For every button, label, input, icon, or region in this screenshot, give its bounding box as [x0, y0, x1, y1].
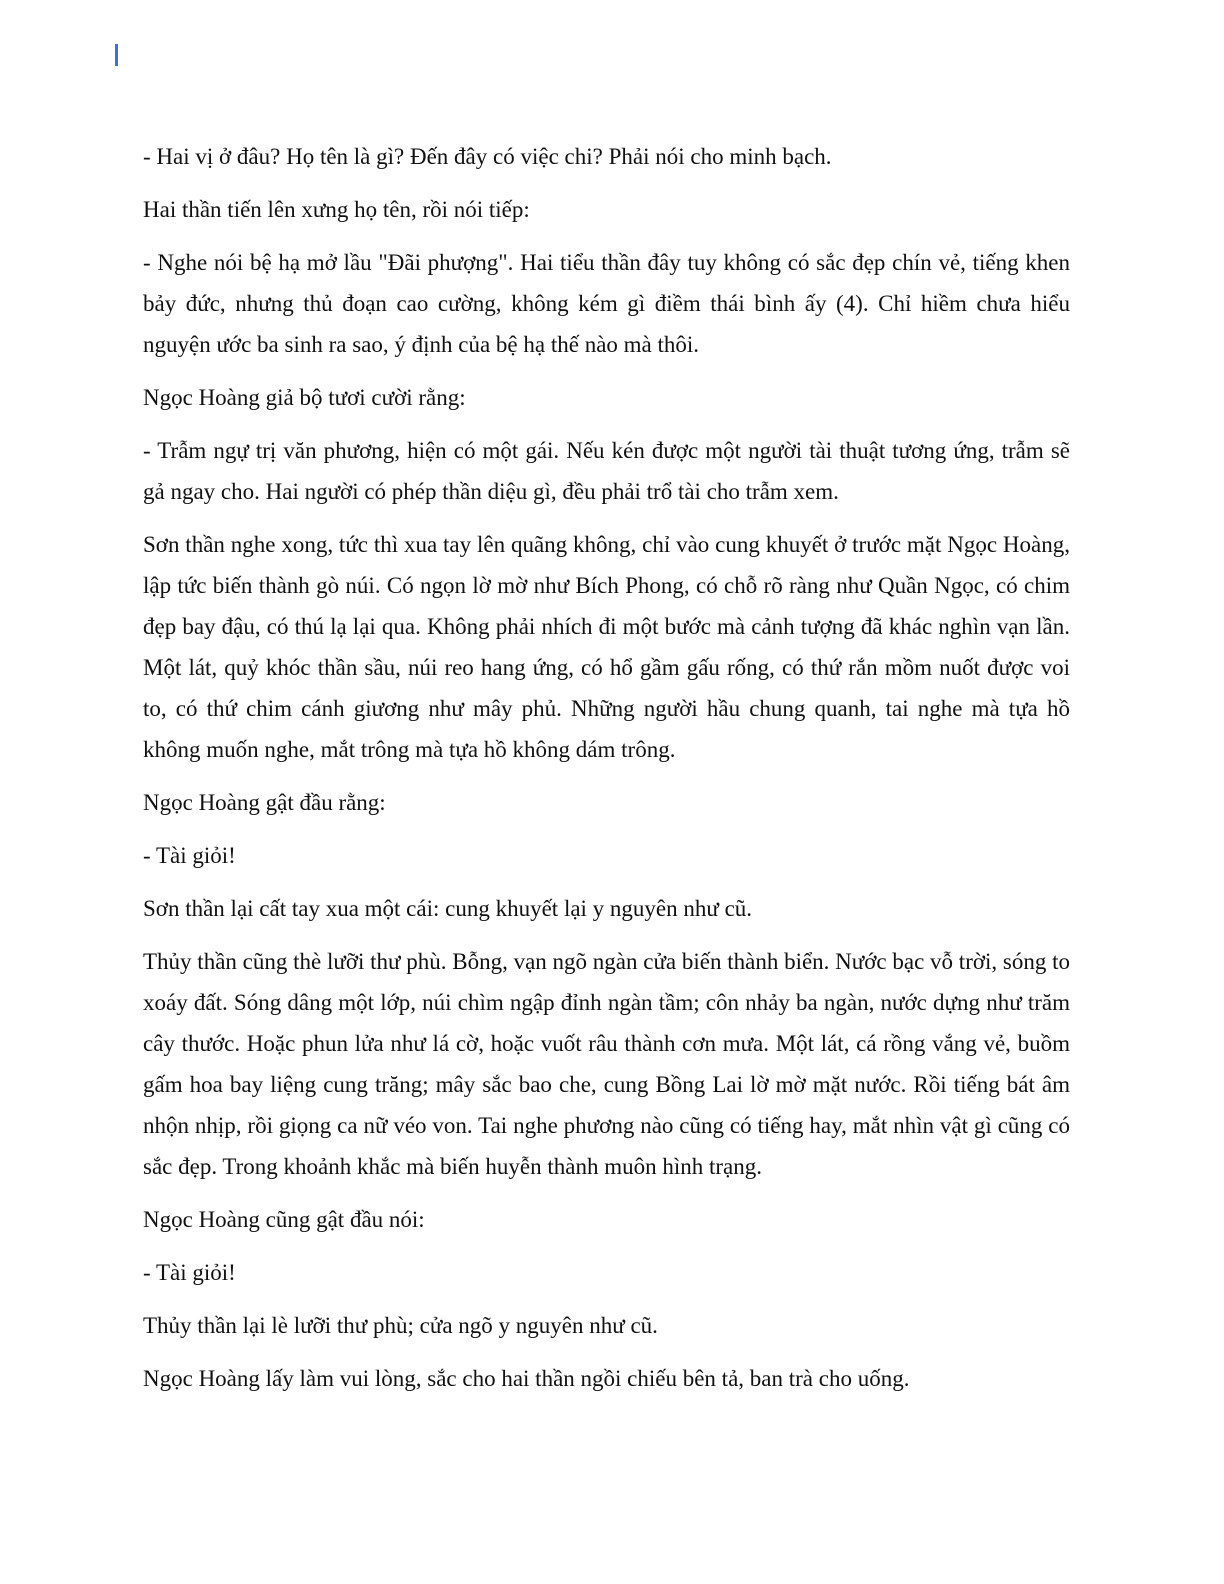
paragraph: - Tài giỏi!	[143, 843, 236, 868]
paragraph: Ngọc Hoàng giả bộ tươi cười rằng:	[143, 385, 466, 410]
paragraph: - Hai vị ở đâu? Họ tên là gì? Đến đây có việc chi? Phải nói cho minh bạch.	[143, 144, 832, 169]
paragraph: Ngọc Hoàng cũng gật đầu nói:	[143, 1207, 425, 1232]
paragraph: Hai thần tiến lên xưng họ tên, rồi nói tiếp:	[143, 197, 530, 222]
paragraph: Sơn thần lại cất tay xua một cái: cung khuyết lại y nguyên như cũ.	[143, 896, 753, 921]
paragraph: - Nghe nói bệ hạ mở lầu "Đãi phượng". Hai tiểu thần đây tuy không có sắc đẹp chín vẻ, tiếng khen bảy đức, nhưng thủ đoạn cao cường, không kém gì điềm thái bình ấy (4). Chỉ hiềm chưa hiểu nguyện ước ba sinh ra sao, ý định của bệ hạ thế nào mà thôi.	[143, 250, 1070, 357]
paragraph: Thủy thần cũng thè lưỡi thư phù. Bỗng, vạn ngõ ngàn cửa biến thành biển. Nước bạc vỗ trời, sóng to xoáy đất. Sóng dâng một lớp, núi chìm ngập đỉnh ngàn tầm; côn nhảy ba ngàn, nước dựng như trăm cây thước. Hoặc phun lửa như lá cờ, hoặc vuốt râu thành cơn mưa. Một lát, cá rồng vắng vẻ, buồm gấm hoa bay liệng cung trăng; mây sắc bao che, cung Bồng Lai lờ mờ mặt nước. Rồi tiếng bát âm nhộn nhịp, rồi giọng ca nữ véo von. Tai nghe phương nào cũng có tiếng hay, mắt nhìn vật gì cũng có sắc đẹp. Trong khoảnh khắc mà biến huyễn thành muôn hình trạng.	[143, 949, 1070, 1179]
text-cursor-marker	[115, 44, 118, 66]
document-body	[143, 136, 1070, 1411]
paragraph: Ngọc Hoàng gật đầu rằng:	[143, 790, 386, 815]
paragraph: Ngọc Hoàng lấy làm vui lòng, sắc cho hai thần ngồi chiếu bên tả, ban trà cho uống.	[143, 1366, 910, 1391]
paragraph: Sơn thần nghe xong, tức thì xua tay lên quãng không, chỉ vào cung khuyết ở trước mặt Ngọc Hoàng, lập tức biến thành gò núi. Có ngọn lờ mờ như Bích Phong, có chỗ rõ ràng như Quần Ngọc, có chim đẹp bay đậu, có thú lạ lại qua. Không phải nhích đi một bước mà cảnh tượng đã khác nghìn vạn lần. Một lát, quỷ khóc thần sầu, núi reo hang ứng, có hổ gầm gấu rống, có thứ rắn mồm nuốt được voi to, có thứ chim cánh giương như mây phủ. Những người hầu chung quanh, tai nghe mà tựa hồ không muốn nghe, mắt trông mà tựa hồ không dám trông.	[143, 532, 1070, 762]
paragraph: - Tài giỏi!	[143, 1260, 236, 1285]
paragraph: Thủy thần lại lè lưỡi thư phù; cửa ngõ y nguyên như cũ.	[143, 1313, 658, 1338]
paragraph: - Trẫm ngự trị văn phương, hiện có một gái. Nếu kén được một người tài thuật tương ứng, trẫm sẽ gả ngay cho. Hai người có phép thần diệu gì, đều phải trổ tài cho trẫm xem.	[143, 438, 1070, 504]
